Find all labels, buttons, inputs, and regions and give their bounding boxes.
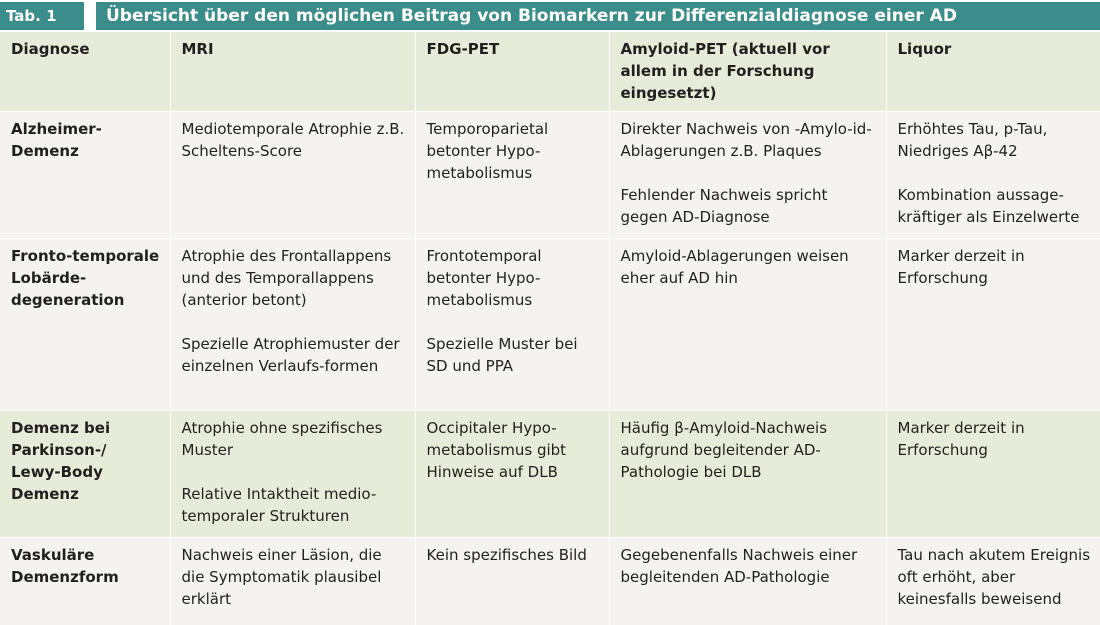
fdg-pet-cell — [415, 411, 609, 538]
column-header-liquor: Liquor — [886, 32, 1100, 112]
cell-text: Spezielle Muster bei SD und PPA — [426, 335, 578, 375]
fdg-pet-cell — [415, 112, 609, 239]
amyloid-pet-cell — [609, 538, 886, 625]
cell-text: Marker derzeit in Erforschung — [897, 247, 1025, 287]
column-header-mri: MRI — [170, 32, 415, 112]
cell-text: Kombination aussage-kräftiger als Einzelwerte — [897, 186, 1080, 226]
diagnosis-name: Fronto-temporale Lobärde-degeneration — [11, 247, 160, 309]
diagnosis-cell — [0, 112, 170, 239]
column-header-diagnose: Diagnose — [0, 32, 170, 112]
column-header-amyloid-pet: Amyloid-PET (aktuell vor allem in der Forschung eingesetzt) — [609, 32, 886, 112]
cell-text: Occipitaler Hypo-metabolismus gibt Hinweise auf DLB — [426, 419, 567, 481]
column-header-fdg-pet: FDG-PET — [415, 32, 609, 112]
table-number-label: Tab. 1 — [0, 2, 84, 30]
diagnosis-cell — [0, 411, 170, 538]
cell-text: Häufig β-Amyloid-Nachweis aufgrund begleitender AD-Pathologie bei DLB — [620, 419, 828, 481]
cell-text: Direkter Nachweis von -Amylo-id-Ablagerungen z.B. Plaques — [620, 120, 872, 160]
amyloid-pet-cell — [609, 411, 886, 538]
liquor-cell — [886, 411, 1100, 538]
amyloid-pet-cell — [609, 239, 886, 411]
diagnosis-cell — [0, 538, 170, 625]
table-row — [0, 411, 1100, 538]
diagnosis-name: Demenz bei Parkinson-/ Lewy-Body Demenz — [11, 419, 111, 503]
mri-cell — [170, 112, 415, 239]
biomarker-table — [0, 32, 1100, 625]
cell-text: Tau nach akutem Ereignis oft erhöht, aber keinesfalls beweisend — [897, 546, 1091, 608]
diagnosis-name: Alzheimer- Demenz — [11, 120, 102, 160]
diagnosis-cell — [0, 239, 170, 411]
cell-text: Nachweis einer Läsion, die die Symptomatik plausibel erklärt — [181, 546, 382, 608]
liquor-cell — [886, 112, 1100, 239]
mri-cell — [170, 239, 415, 411]
cell-text: Marker derzeit in Erforschung — [897, 419, 1025, 459]
cell-text: Gegebenenfalls Nachweis einer begleitenden AD-Pathologie — [620, 546, 858, 586]
table-row — [0, 239, 1100, 411]
cell-text: Amyloid-Ablagerungen weisen eher auf AD hin — [620, 247, 849, 287]
cell-text: Relative Intaktheit medio-temporaler Strukturen — [181, 485, 377, 525]
table-title: Übersicht über den möglichen Beitrag von Biomarkern zur Differenzialdiagnose einer AD — [96, 2, 1100, 30]
mri-cell — [170, 411, 415, 538]
cell-text: Spezielle Atrophiemuster der einzelnen Verlaufs-formen — [181, 335, 400, 375]
cell-text: Fehlender Nachweis spricht gegen AD-Diagnose — [620, 186, 828, 226]
liquor-cell — [886, 538, 1100, 625]
amyloid-pet-cell — [609, 112, 886, 239]
cell-text: Temporoparietal betonter Hypo-metabolismus — [426, 120, 549, 182]
header-row — [0, 32, 1100, 112]
mri-cell — [170, 538, 415, 625]
table-row — [0, 112, 1100, 239]
cell-text: Kein spezifisches Bild — [426, 546, 587, 564]
cell-text: Atrophie ohne spezifisches Muster — [181, 419, 383, 459]
liquor-cell — [886, 239, 1100, 411]
diagnosis-name: Vaskuläre Demenzform — [11, 546, 119, 586]
cell-text: Erhöhtes Tau, p-Tau, Niedriges Aβ-42 — [897, 120, 1048, 160]
cell-text: Atrophie des Frontallappens und des Temporallappens (anterior betont) — [181, 247, 392, 309]
fdg-pet-cell — [415, 538, 609, 625]
cell-text: Frontotemporal betonter Hypo-metabolismus — [426, 247, 542, 309]
table-row — [0, 538, 1100, 625]
fdg-pet-cell — [415, 239, 609, 411]
cell-text: Mediotemporale Atrophie z.B. Scheltens-Score — [181, 120, 405, 160]
table-caption — [0, 0, 1100, 30]
